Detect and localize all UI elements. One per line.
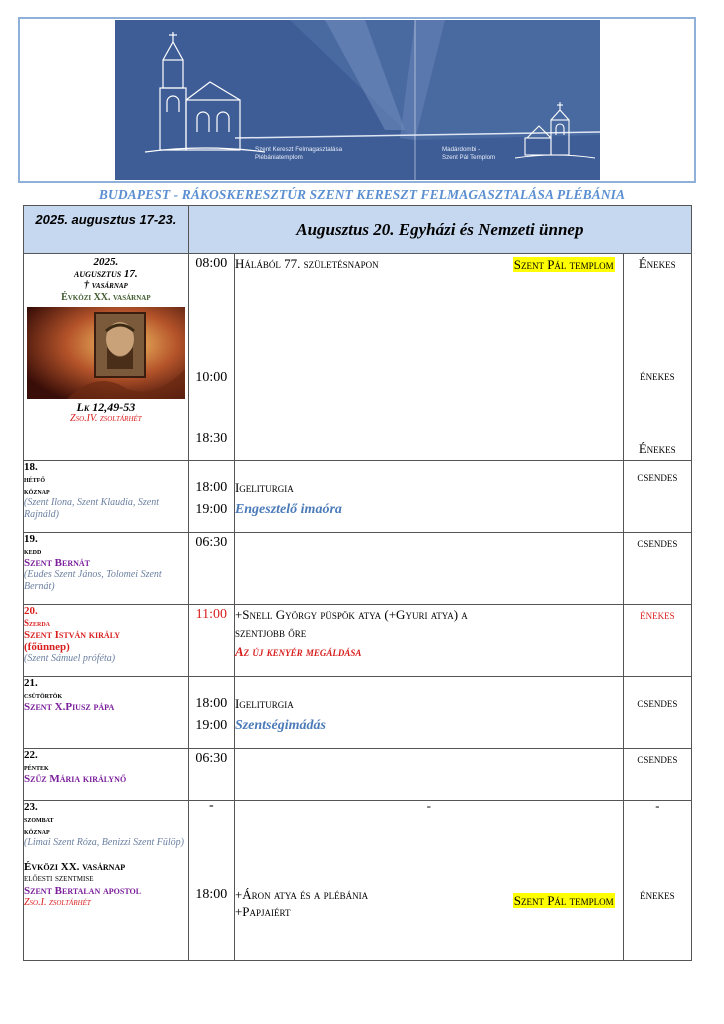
day-saints: (Eudes Szent János, Tolomei Szent Bernát)	[24, 569, 162, 592]
mass-intention-cont: szentjobb őre	[234, 625, 307, 640]
day-row-tuesday	[24, 533, 692, 605]
day-number: 19.	[24, 533, 38, 545]
parish-banner	[115, 20, 600, 180]
day-number: 18.	[24, 461, 38, 473]
week-title: Augusztus 20. Egyházi és Nemzeti ünnep	[188, 206, 691, 254]
mass-intention: +Snell György püspök atya (+Gyuri atya) a	[234, 607, 468, 622]
day-number: 22.	[24, 749, 38, 761]
vigil-subtitle: előesti szentmise	[24, 873, 94, 884]
mass-time: 06:30	[195, 535, 228, 550]
weekday: szombat	[24, 814, 54, 824]
day-number: 20.	[24, 605, 38, 617]
day-feast: Szűz Mária királynő	[24, 773, 127, 785]
mass-time: 19:00	[195, 502, 228, 517]
weekday: péntek	[24, 762, 49, 772]
mass-note: énekes	[640, 888, 675, 902]
parish-subtitle: BUDAPEST - RÁKOSKERESZTÚR SZENT KERESZT FELMAGASZTALÁSA PLÉBÁNIA	[98, 187, 626, 202]
mass-time: 10:00	[195, 370, 228, 385]
jesus-thorns-image	[27, 307, 185, 399]
sunday-year: 2025.	[93, 256, 119, 268]
day-saints: (Szent Sámuel próféta)	[24, 653, 116, 664]
prayer-label: Engesztelő imaóra	[234, 502, 342, 517]
placeholder-dash: -	[655, 799, 660, 813]
day-feast: Szent Bertalan apostol	[24, 885, 142, 897]
placeholder-dash: -	[426, 798, 431, 813]
week-date-range: 2025. augusztus 17-23.	[35, 212, 177, 227]
banner-caption-left: Szent Kereszt Felmagasztalása Plébániatemplom	[255, 146, 343, 161]
day-kind: köznap	[24, 486, 50, 496]
sunday-psalter: Zso.IV. zsoltárhét	[70, 413, 142, 424]
day-row-wednesday	[24, 605, 692, 677]
weekday: kedd	[24, 546, 42, 556]
day-row-sunday	[24, 254, 692, 461]
mass-time: 18:00	[195, 696, 228, 711]
day-saints: (Limai Szent Róza, Benizzi Szent Fülöp)	[24, 837, 184, 848]
day-feast: Szent Bernát	[24, 557, 90, 569]
sunday-name: Évközi XX. vasárnap	[61, 292, 151, 303]
day-kind: köznap	[24, 826, 50, 836]
day-number: 21.	[24, 677, 38, 689]
place-badge: Szent Pál templom	[513, 257, 614, 272]
day-feast: Szent István király	[24, 629, 121, 641]
sunday-weekday: † vasárnap	[83, 280, 128, 291]
day-row-saturday	[24, 801, 692, 961]
adoration-label: Szentségimádás	[234, 718, 326, 733]
mass-intention-cont: +Papjaiért	[234, 904, 291, 919]
mass-note: csendes	[637, 696, 678, 710]
psalter-week: Zso.I. zsoltárhét	[24, 897, 91, 908]
sunday-reading: Lk 12,49-53	[76, 400, 136, 414]
day-number: 23.	[24, 801, 38, 813]
mass-note: énekes	[640, 608, 675, 622]
mass-note: csendes	[637, 536, 678, 550]
mass-time: 19:00	[195, 718, 228, 733]
mass-time: 11:00	[195, 607, 228, 622]
mass-time: 18:30	[195, 431, 228, 446]
bread-blessing: Az új kenyér megáldása	[234, 644, 362, 659]
weekday: Szerda	[24, 618, 51, 628]
day-row-friday	[24, 749, 692, 801]
mass-intention: Hálából 77. születésnapon	[234, 256, 379, 271]
mass-time: 08:00	[195, 256, 228, 271]
mass-intention: +Áron atya és a plébánia	[234, 887, 369, 902]
mass-time: 18:00	[195, 887, 228, 902]
day-row-monday	[24, 461, 692, 533]
mass-note: Énekes	[639, 257, 676, 271]
feast-rank: (főünnep)	[24, 641, 70, 653]
placeholder-dash: -	[209, 798, 214, 813]
place-badge: Szent Pál templom	[513, 893, 614, 908]
weekday: csütörtök	[24, 690, 63, 700]
weekday: hétfő	[24, 474, 46, 484]
day-saints: (Szent Ilona, Szent Klaudia, Szent Rajnáld)	[24, 497, 159, 520]
mass-note: énekes	[640, 369, 675, 383]
mass-note: csendes	[637, 470, 678, 484]
weekly-schedule	[23, 205, 692, 961]
schedule-header	[24, 206, 692, 254]
banner-caption-right: Madárdombi - Szent Pál Templom	[442, 146, 496, 161]
mass-time: 18:00	[195, 480, 228, 495]
sunday-date: augusztus 17.	[74, 268, 138, 280]
church-illustration	[115, 20, 600, 180]
mass-time: 06:30	[195, 751, 228, 766]
liturgy-label: Igeliturgia	[234, 480, 294, 495]
vigil-title: Évközi XX. vasárnap	[24, 861, 126, 873]
mass-note: csendes	[637, 752, 678, 766]
liturgy-label: Igeliturgia	[234, 696, 294, 711]
day-row-thursday	[24, 677, 692, 749]
mass-note: Énekes	[639, 442, 676, 456]
day-feast: Szent X.Piusz pápa	[24, 701, 115, 713]
